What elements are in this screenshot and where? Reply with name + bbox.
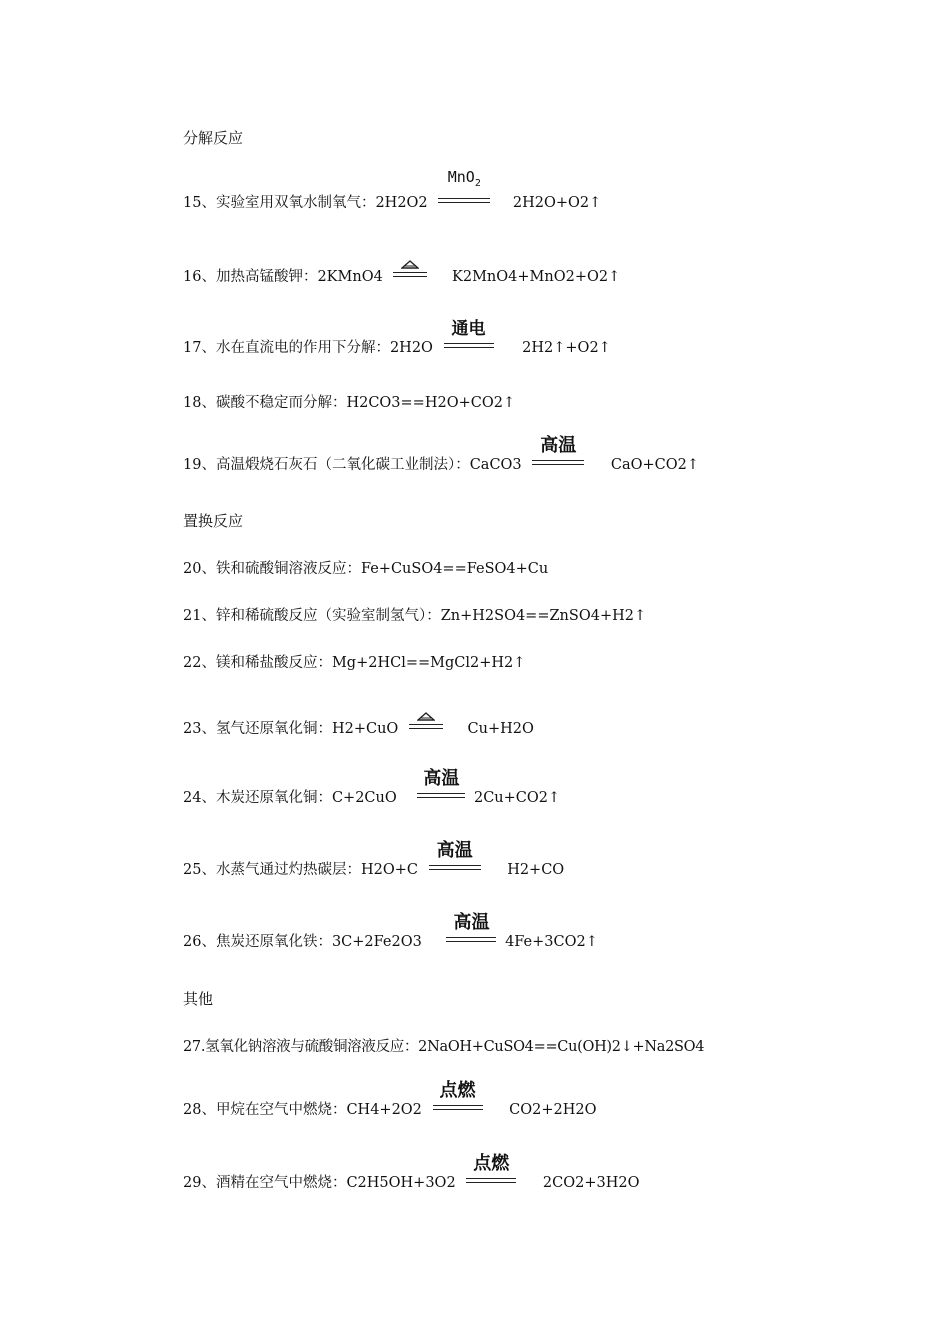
reaction-17 xyxy=(183,319,611,358)
reaction-description: 酒精在空气中燃烧： xyxy=(215,1175,347,1191)
equals-bar xyxy=(444,343,494,348)
reaction-number: 18、 xyxy=(183,395,216,411)
product-formula: 2H2↑+O2↑ xyxy=(522,340,611,356)
reactant-formula: C2H5OH+3O2 xyxy=(346,1175,456,1191)
reaction-description: 焦炭还原氧化铁： xyxy=(215,934,332,950)
condition-label: 点燃 xyxy=(473,1153,510,1174)
reaction-24 xyxy=(183,768,561,808)
reactant-formula: 3C+2Fe2O3 xyxy=(331,934,422,950)
condition-label: 高温 xyxy=(540,435,577,456)
reaction-formula: Zn+H2SO4==ZnSO4+H2↑ xyxy=(440,608,647,624)
reaction-number: 17、 xyxy=(183,340,216,356)
reaction-number: 23、 xyxy=(183,721,216,737)
reaction-25 xyxy=(183,840,565,880)
equals-bar xyxy=(393,272,427,277)
condition-arrow xyxy=(444,319,494,352)
product-formula: 2CO2+3H2O xyxy=(542,1175,640,1191)
condition-label: 通电 xyxy=(451,319,486,339)
condition-arrow xyxy=(433,1080,483,1114)
reaction-number: 16、 xyxy=(183,269,216,285)
section-heading-other: 其他 xyxy=(183,990,214,1008)
reaction-description: 水蒸气通过灼热碳层： xyxy=(215,862,361,878)
condition-arrow xyxy=(532,435,584,469)
reaction-description: 氢气还原氧化铜： xyxy=(215,721,332,737)
equals-bar xyxy=(532,460,584,465)
reactant-formula: C+2CuO xyxy=(331,790,397,806)
heat-condition-arrow xyxy=(409,724,443,733)
equals-bar xyxy=(466,1178,516,1183)
reaction-19 xyxy=(183,435,700,475)
reaction-20 xyxy=(183,559,548,579)
reaction-18 xyxy=(183,393,515,413)
reaction-number: 26、 xyxy=(183,934,216,950)
reaction-23 xyxy=(183,719,534,739)
reaction-number: 20、 xyxy=(183,561,216,577)
reaction-22 xyxy=(183,653,525,673)
reaction-number: 15、 xyxy=(183,195,216,211)
reaction-15 xyxy=(183,168,602,213)
equals-bar xyxy=(409,724,443,729)
reaction-formula: Fe+CuSO4==FeSO4+Cu xyxy=(360,561,549,577)
reactant-formula: 2H2O2 xyxy=(375,195,428,211)
reaction-29 xyxy=(183,1153,640,1193)
product-formula: Cu+H2O xyxy=(467,721,534,737)
reaction-number: 21、 xyxy=(183,608,216,624)
reaction-description: 加热高锰酸钾： xyxy=(215,269,318,285)
condition-label: 高温 xyxy=(436,840,473,861)
condition-label: MnO$_2$ xyxy=(447,168,481,189)
equals-bar xyxy=(429,865,481,870)
reactant-formula: H2+CuO xyxy=(331,721,399,737)
equals-bar xyxy=(438,198,490,203)
product-formula: 4Fe+3CO2↑ xyxy=(505,934,598,950)
reaction-description: 铁和硫酸铜溶液反应： xyxy=(215,561,361,577)
reaction-number: 22、 xyxy=(183,655,216,671)
condition-arrow xyxy=(466,1153,516,1187)
reaction-formula: 2NaOH+CuSO4==Cu(OH)2↓+Na2SO4 xyxy=(418,1039,705,1055)
reaction-number: 19、 xyxy=(183,457,216,473)
reaction-description: 锌和稀硫酸反应（实验室制氢气）： xyxy=(215,608,441,624)
condition-label: 点燃 xyxy=(439,1080,476,1101)
heat-condition-arrow xyxy=(393,272,427,281)
reaction-description: 镁和稀盐酸反应： xyxy=(215,655,332,671)
condition-arrow xyxy=(429,840,481,874)
reaction-28 xyxy=(183,1080,597,1120)
condition-arrow xyxy=(438,168,490,207)
condition-label: 高温 xyxy=(423,768,460,789)
reaction-number: 28、 xyxy=(183,1102,216,1118)
reactant-formula: 2H2O xyxy=(389,340,433,356)
condition-label: 高温 xyxy=(453,912,490,933)
reaction-16 xyxy=(183,267,620,287)
product-formula: H2+CO xyxy=(507,862,565,878)
reaction-26 xyxy=(183,912,598,952)
condition-arrow xyxy=(446,912,496,946)
reaction-description: 甲烷在空气中燃烧： xyxy=(215,1102,347,1118)
reactant-formula: H2O+C xyxy=(360,862,418,878)
section-heading-decomposition: 分解反应 xyxy=(183,129,244,147)
reactant-formula: 2KMnO4 xyxy=(317,269,383,285)
equals-bar xyxy=(417,793,465,798)
reaction-formula: Mg+2HCl==MgCl2+H2↑ xyxy=(331,655,526,671)
equals-bar xyxy=(446,937,496,942)
reaction-number: 24、 xyxy=(183,790,216,806)
product-formula: CO2+2H2O xyxy=(509,1102,597,1118)
section-heading-replacement: 置换反应 xyxy=(183,512,244,530)
reaction-description: 木炭还原氧化铜： xyxy=(215,790,332,806)
reaction-formula: H2CO3==H2O+CO2↑ xyxy=(346,395,516,411)
reactant-formula: CaCO3 xyxy=(469,457,522,473)
product-formula: 2H2O+O2↑ xyxy=(512,195,602,211)
reaction-21 xyxy=(183,606,646,626)
reaction-description: 实验室用双氧水制氧气： xyxy=(215,195,376,211)
reaction-description: 水在直流电的作用下分解： xyxy=(215,340,390,356)
reaction-description: 氢氧化钠溶液与硫酸铜溶液反应： xyxy=(205,1039,419,1055)
reaction-description: 高温煅烧石灰石（二氧化碳工业制法）： xyxy=(215,457,470,473)
product-formula: K2MnO4+MnO2+O2↑ xyxy=(452,269,621,285)
reaction-number: 25、 xyxy=(183,862,216,878)
equals-bar xyxy=(433,1105,483,1110)
reaction-27 xyxy=(183,1037,704,1057)
product-formula: 2Cu+CO2↑ xyxy=(473,790,561,806)
reaction-number: 29、 xyxy=(183,1175,216,1191)
product-formula: CaO+CO2↑ xyxy=(610,457,700,473)
condition-arrow xyxy=(417,768,465,802)
reaction-number: 27. xyxy=(183,1039,206,1055)
reaction-description: 碳酸不稳定而分解： xyxy=(215,395,347,411)
reactant-formula: CH4+2O2 xyxy=(346,1102,422,1118)
